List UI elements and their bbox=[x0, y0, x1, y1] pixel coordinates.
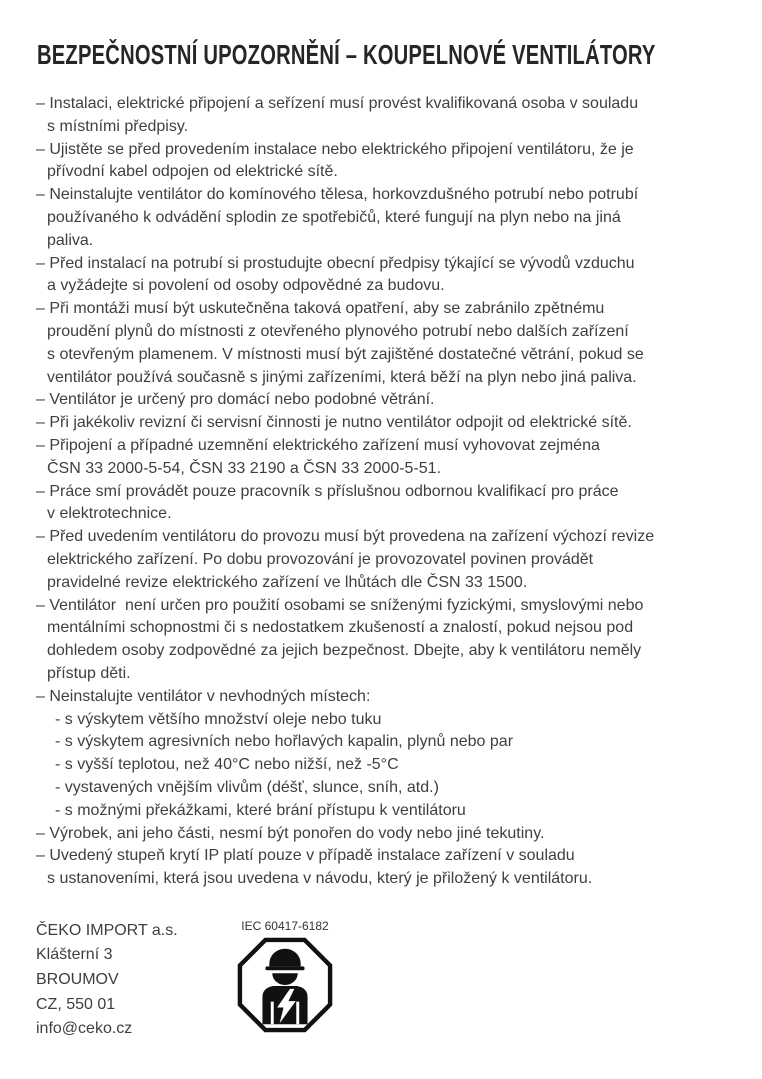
iec-symbol-block bbox=[222, 919, 348, 1034]
helmet-icon bbox=[269, 949, 300, 967]
body-line: – Ventilátor je určený pro domácí nebo podobné větrání. bbox=[36, 391, 435, 409]
body-line: mentálními schopnostmi či s nedostatkem zkušeností a znalostí, pokud nejsou pod bbox=[47, 619, 634, 637]
body-line: elektrického zařízení. Po dobu provozování je provozovatel povinen provádět bbox=[47, 550, 594, 568]
page-title bbox=[37, 40, 726, 70]
body-line: ČSN 33 2000-5-54, ČSN 33 2190 a ČSN 33 2000-5-51. bbox=[47, 459, 442, 477]
helmet-brim bbox=[265, 966, 304, 970]
body-line: - s výskytem většího množství oleje nebo tuku bbox=[55, 710, 382, 728]
body-line: v elektrotechnice. bbox=[47, 505, 172, 523]
body-line: – Práce smí provádět pouze pracovník s příslušnou odbornou kvalifikací pro práce bbox=[36, 482, 619, 500]
body-line: - s výskytem agresivních nebo hořlavých kapalin, plynů nebo par bbox=[55, 733, 514, 751]
footer bbox=[36, 919, 726, 1042]
company-postal: CZ, 550 01 bbox=[36, 995, 116, 1013]
body-line: – Uvedený stupeň krytí IP platí pouze v případě instalace zařízení v souladu bbox=[36, 847, 575, 865]
body-line: – Připojení a případné uzemnění elektrického zařízení musí vyhovovat zejména bbox=[36, 436, 600, 454]
body-line: s ustanoveními, která jsou uvedena v návodu, který je přiložený k ventilátoru. bbox=[47, 870, 593, 888]
page-title-text: BEZPEČNOSTNÍ UPOZORNĚNÍ – KOUPELNOVÉ VENTILÁTORY bbox=[37, 39, 656, 70]
body-line: – Neinstalujte ventilátor do komínového tělesa, horkovzdušného potrubí nebo potrubí bbox=[36, 186, 639, 204]
safety-instructions-list bbox=[36, 93, 726, 891]
body-line: používaného k odvádění splodin ze spotřebičů, které fungují na plyn nebo na jiná bbox=[47, 208, 621, 226]
arm-slot-right bbox=[296, 1002, 299, 1025]
company-street: Klášterní 3 bbox=[36, 946, 113, 964]
company-name: ČEKO IMPORT a.s. bbox=[36, 921, 178, 939]
body-line: – Před uvedením ventilátoru do provozu musí být provedena na zařízení výchozí revize bbox=[36, 528, 655, 546]
arm-slot-left bbox=[271, 1002, 274, 1025]
body-line: s místními předpisy. bbox=[47, 117, 189, 135]
body-line: – Při montáži musí být uskutečněna taková opatření, aby se zabránilo zpětnému bbox=[36, 300, 605, 318]
body-line: a vyžádejte si povolení od osoby odpovědné za budovu. bbox=[47, 277, 445, 295]
body-line: – Instalaci, elektrické připojení a seřízení musí provést kvalifikovaná osoba v souladu bbox=[36, 95, 639, 112]
qualified-electrician-icon bbox=[236, 936, 334, 1034]
body-line: paliva. bbox=[47, 231, 94, 249]
body-line: – Výrobek, ani jeho části, nesmí být ponořen do vody nebo jiné tekutiny. bbox=[36, 824, 545, 842]
company-city: BROUMOV bbox=[36, 971, 119, 989]
body-line: přívodní kabel odpojen od elektrické sítě. bbox=[47, 163, 338, 181]
body-line: dohledem osoby zodpovědné za jejich bezpečnost. Dbejte, aby k ventilátoru neměly bbox=[47, 642, 642, 660]
face-shape bbox=[272, 973, 297, 985]
company-info bbox=[36, 919, 222, 1042]
body-line: pravidelné revize elektrického zařízení ve lhůtách dle ČSN 33 1500. bbox=[47, 573, 528, 591]
body-line: - vystavených vnějším vlivům (déšť, slunce, sníh, atd.) bbox=[55, 778, 439, 796]
body-line: – Ujistěte se před provedením instalace nebo elektrického připojení ventilátoru, že je bbox=[36, 140, 634, 158]
body-line: přístup děti. bbox=[47, 664, 131, 682]
body-line: ventilátor používá současně s jinými zařízeními, která běží na plyn nebo jiná paliva. bbox=[47, 368, 637, 386]
body-line: – Před instalací na potrubí si prostudujte obecní předpisy týkající se vývodů vzduchu bbox=[36, 254, 635, 272]
body-line: proudění plynů do místnosti z otevřeného plynového potrubí nebo dalších zařízení bbox=[47, 322, 629, 340]
company-email: info@ceko.cz bbox=[36, 1020, 133, 1038]
body-line: - s možnými překážkami, které brání přístupu k ventilátoru bbox=[55, 801, 466, 819]
body-line: – Neinstalujte ventilátor v nevhodných místech: bbox=[36, 687, 371, 705]
body-line: – Ventilátor není určen pro použití osobami se sníženými fyzickými, smyslovými nebo bbox=[36, 596, 644, 614]
body-line: s otevřeným plamenem. V místnosti musí být zajištěné dostatečné větrání, pokud se bbox=[47, 345, 644, 363]
body-line: - s vyšší teplotou, než 40°C nebo nižší, než -5°C bbox=[55, 756, 399, 774]
iec-symbol-label: IEC 60417-6182 bbox=[241, 918, 329, 933]
body-line: – Při jakékoliv revizní či servisní činnosti je nutno ventilátor odpojit od elektrické sítě. bbox=[36, 414, 632, 432]
